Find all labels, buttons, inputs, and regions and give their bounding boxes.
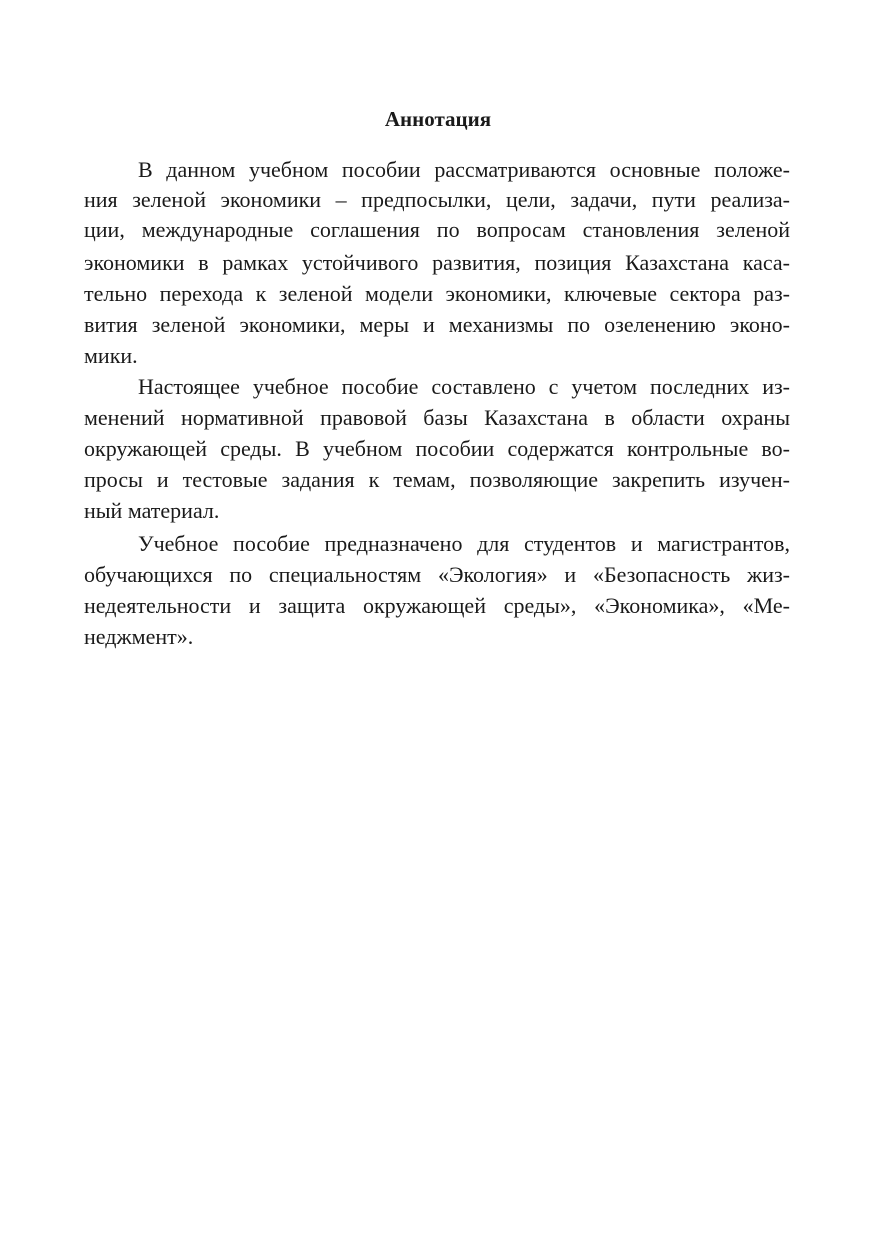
paragraph-1-line-6: вития зеленой экономики, меры и механизмы по озеленению эконо- (84, 312, 790, 337)
paragraph-3-line-2: обучающихся по специальностям «Экология» и «Безопасность жиз- (84, 562, 790, 587)
paragraph-1-line-3: ции, международные соглашения по вопросам становления зеленой (84, 217, 790, 242)
paragraph-3-line-3: недеятельности и защита окружающей среды», «Экономика», «Ме- (84, 593, 790, 618)
page-title: Аннотация (384, 107, 492, 131)
paragraph-1-line-2: ния зеленой экономики – предпосылки, цели, задачи, пути реализа- (84, 187, 790, 212)
paragraph-2-line-2: менений нормативной правовой базы Казахстана в области охраны (84, 405, 790, 430)
paragraph-1-line-5: тельно перехода к зеленой модели экономики, ключевые сектора раз- (84, 281, 790, 306)
paragraph-1-line-7: мики. (84, 343, 138, 368)
paragraph-1-line-4: экономики в рамках устойчивого развития, позиция Казахстана каса- (84, 250, 790, 275)
paragraph-3-line-1: Учебное пособие предназначено для студентов и магистрантов, (138, 531, 790, 556)
paragraph-3-line-4: неджмент». (84, 624, 194, 649)
paragraph-1-line-1: В данном учебном пособии рассматриваются основные положе- (138, 157, 790, 182)
paragraph-2-line-3: окружающей среды. В учебном пособии содержатся контрольные во- (84, 436, 790, 461)
paragraph-2-line-1: Настоящее учебное пособие составлено с учетом последних из- (138, 374, 790, 399)
paragraph-2-line-5: ный материал. (84, 498, 220, 523)
paragraph-2-line-4: просы и тестовые задания к темам, позволяющие закрепить изучен- (84, 467, 790, 492)
